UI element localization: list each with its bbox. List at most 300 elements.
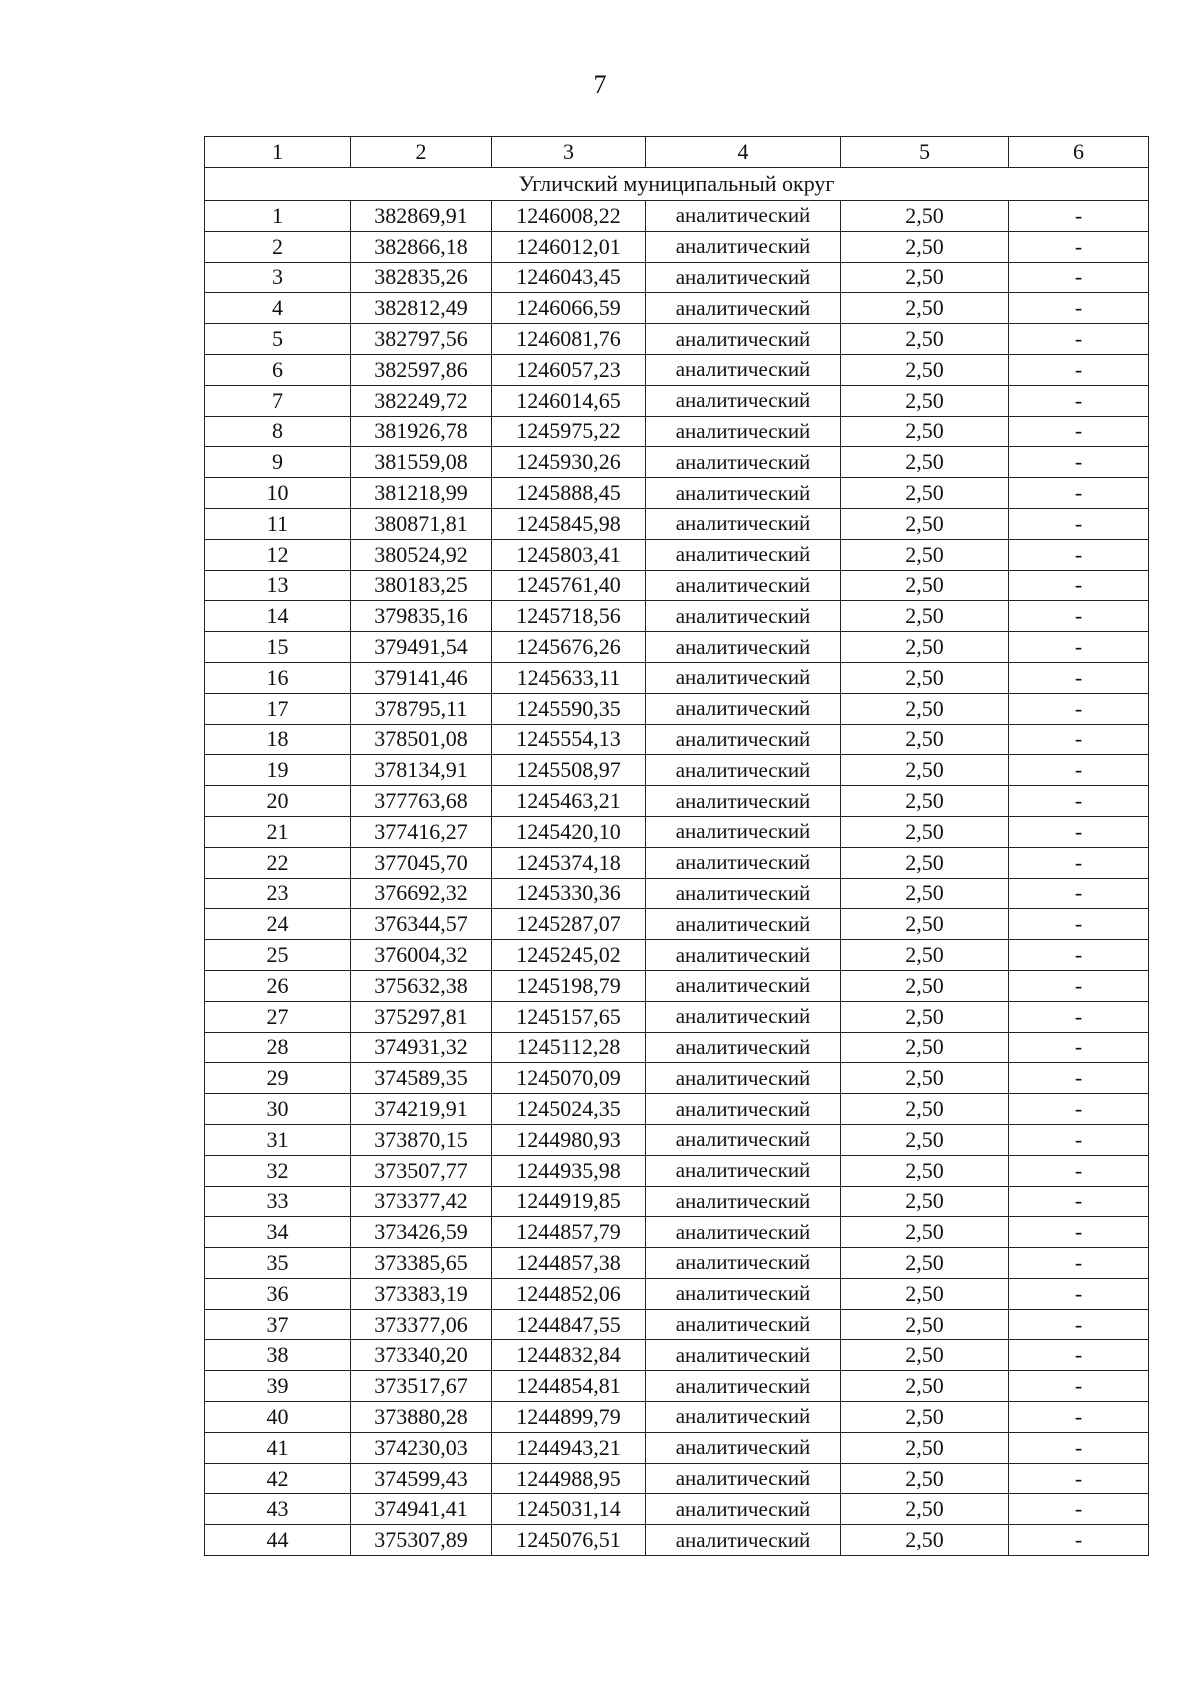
- cell-method: аналитический: [646, 231, 841, 262]
- cell-method: аналитический: [646, 1463, 841, 1494]
- cell-point-number: 37: [205, 1309, 351, 1340]
- cell-coord-x: 373426,59: [351, 1217, 492, 1248]
- cell-coord-y: 1244857,79: [492, 1217, 646, 1248]
- cell-point-number: 2: [205, 231, 351, 262]
- cell-coord-x: 373383,19: [351, 1278, 492, 1309]
- cell-coord-x: 374931,32: [351, 1032, 492, 1063]
- table-row: [205, 724, 1149, 755]
- cell-coord-y: 1245888,45: [492, 478, 646, 509]
- cell-accuracy: 2,50: [841, 385, 1009, 416]
- cell-accuracy: 2,50: [841, 1155, 1009, 1186]
- cell-coord-y: 1244857,38: [492, 1248, 646, 1279]
- cell-note: -: [1009, 1217, 1149, 1248]
- cell-coord-y: 1245803,41: [492, 539, 646, 570]
- cell-accuracy: 2,50: [841, 662, 1009, 693]
- cell-accuracy: 2,50: [841, 1186, 1009, 1217]
- cell-method: аналитический: [646, 786, 841, 817]
- cell-accuracy: 2,50: [841, 1278, 1009, 1309]
- table-row: [205, 1402, 1149, 1433]
- table-row: [205, 662, 1149, 693]
- cell-method: аналитический: [646, 1186, 841, 1217]
- cell-point-number: 33: [205, 1186, 351, 1217]
- cell-coord-x: 379141,46: [351, 662, 492, 693]
- cell-coord-x: 376344,57: [351, 909, 492, 940]
- cell-point-number: 4: [205, 293, 351, 324]
- cell-note: -: [1009, 909, 1149, 940]
- cell-method: аналитический: [646, 970, 841, 1001]
- table-row: [205, 1155, 1149, 1186]
- cell-point-number: 6: [205, 354, 351, 385]
- cell-method: аналитический: [646, 601, 841, 632]
- table-row: [205, 1248, 1149, 1279]
- cell-accuracy: 2,50: [841, 354, 1009, 385]
- cell-point-number: 43: [205, 1494, 351, 1525]
- cell-method: аналитический: [646, 1525, 841, 1556]
- table-row: [205, 1032, 1149, 1063]
- cell-point-number: 32: [205, 1155, 351, 1186]
- cell-note: -: [1009, 1309, 1149, 1340]
- cell-point-number: 21: [205, 816, 351, 847]
- cell-coord-x: 382597,86: [351, 354, 492, 385]
- cell-note: -: [1009, 816, 1149, 847]
- cell-coord-y: 1245112,28: [492, 1032, 646, 1063]
- cell-coord-x: 379491,54: [351, 632, 492, 663]
- cell-note: -: [1009, 231, 1149, 262]
- cell-point-number: 30: [205, 1094, 351, 1125]
- cell-point-number: 40: [205, 1402, 351, 1433]
- cell-accuracy: 2,50: [841, 1309, 1009, 1340]
- cell-note: -: [1009, 786, 1149, 817]
- cell-coord-x: 382835,26: [351, 262, 492, 293]
- column-header: 4: [646, 137, 841, 168]
- table-row: [205, 201, 1149, 232]
- cell-coord-x: 373340,20: [351, 1340, 492, 1371]
- cell-point-number: 9: [205, 447, 351, 478]
- cell-coord-y: 1244899,79: [492, 1402, 646, 1433]
- cell-accuracy: 2,50: [841, 1001, 1009, 1032]
- table-row: [205, 1063, 1149, 1094]
- cell-method: аналитический: [646, 293, 841, 324]
- cell-accuracy: 2,50: [841, 231, 1009, 262]
- cell-coord-y: 1245975,22: [492, 416, 646, 447]
- cell-point-number: 14: [205, 601, 351, 632]
- cell-note: -: [1009, 1155, 1149, 1186]
- column-number-row: [205, 137, 1149, 168]
- cell-method: аналитический: [646, 1032, 841, 1063]
- cell-accuracy: 2,50: [841, 816, 1009, 847]
- cell-method: аналитический: [646, 262, 841, 293]
- cell-note: -: [1009, 1494, 1149, 1525]
- cell-method: аналитический: [646, 385, 841, 416]
- cell-coord-y: 1245374,18: [492, 847, 646, 878]
- cell-coord-x: 373880,28: [351, 1402, 492, 1433]
- cell-coord-x: 378501,08: [351, 724, 492, 755]
- cell-method: аналитический: [646, 662, 841, 693]
- cell-accuracy: 2,50: [841, 570, 1009, 601]
- cell-coord-y: 1245508,97: [492, 755, 646, 786]
- cell-method: аналитический: [646, 478, 841, 509]
- cell-note: -: [1009, 601, 1149, 632]
- table-row: [205, 786, 1149, 817]
- cell-accuracy: 2,50: [841, 539, 1009, 570]
- cell-coord-y: 1245070,09: [492, 1063, 646, 1094]
- cell-accuracy: 2,50: [841, 1340, 1009, 1371]
- page-number: 7: [593, 70, 607, 99]
- coordinates-table: [204, 136, 1149, 1556]
- table-row: [205, 1494, 1149, 1525]
- cell-accuracy: 2,50: [841, 478, 1009, 509]
- cell-point-number: 26: [205, 970, 351, 1001]
- cell-point-number: 3: [205, 262, 351, 293]
- table-row: [205, 1001, 1149, 1032]
- cell-accuracy: 2,50: [841, 201, 1009, 232]
- cell-coord-y: 1244943,21: [492, 1432, 646, 1463]
- column-header: 5: [841, 137, 1009, 168]
- cell-coord-y: 1245157,65: [492, 1001, 646, 1032]
- cell-accuracy: 2,50: [841, 693, 1009, 724]
- table-row: [205, 231, 1149, 262]
- cell-accuracy: 2,50: [841, 1124, 1009, 1155]
- cell-accuracy: 2,50: [841, 847, 1009, 878]
- table-row: [205, 1186, 1149, 1217]
- cell-coord-x: 373377,06: [351, 1309, 492, 1340]
- table-row: [205, 940, 1149, 971]
- cell-coord-x: 382866,18: [351, 231, 492, 262]
- table-row: [205, 1124, 1149, 1155]
- cell-coord-y: 1244980,93: [492, 1124, 646, 1155]
- cell-coord-y: 1245554,13: [492, 724, 646, 755]
- cell-note: -: [1009, 539, 1149, 570]
- table-row: [205, 262, 1149, 293]
- cell-method: аналитический: [646, 447, 841, 478]
- cell-point-number: 36: [205, 1278, 351, 1309]
- cell-note: -: [1009, 1124, 1149, 1155]
- cell-coord-x: 382249,72: [351, 385, 492, 416]
- table-row: [205, 570, 1149, 601]
- cell-point-number: 23: [205, 878, 351, 909]
- cell-coord-y: 1245024,35: [492, 1094, 646, 1125]
- cell-point-number: 25: [205, 940, 351, 971]
- cell-point-number: 13: [205, 570, 351, 601]
- cell-method: аналитический: [646, 1217, 841, 1248]
- cell-coord-x: 374599,43: [351, 1463, 492, 1494]
- cell-point-number: 34: [205, 1217, 351, 1248]
- cell-coord-x: 382869,91: [351, 201, 492, 232]
- cell-accuracy: 2,50: [841, 293, 1009, 324]
- cell-accuracy: 2,50: [841, 1525, 1009, 1556]
- cell-method: аналитический: [646, 632, 841, 663]
- section-title: Угличский муниципальный округ: [205, 168, 1149, 201]
- cell-accuracy: 2,50: [841, 1402, 1009, 1433]
- cell-coord-x: 375307,89: [351, 1525, 492, 1556]
- cell-point-number: 16: [205, 662, 351, 693]
- cell-accuracy: 2,50: [841, 1432, 1009, 1463]
- table-row: [205, 632, 1149, 663]
- cell-coord-y: 1245198,79: [492, 970, 646, 1001]
- cell-method: аналитический: [646, 878, 841, 909]
- cell-accuracy: 2,50: [841, 1217, 1009, 1248]
- cell-coord-y: 1245845,98: [492, 508, 646, 539]
- table-row: [205, 970, 1149, 1001]
- cell-note: -: [1009, 1371, 1149, 1402]
- cell-point-number: 20: [205, 786, 351, 817]
- cell-coord-x: 382812,49: [351, 293, 492, 324]
- table-row: [205, 1278, 1149, 1309]
- table-row: [205, 1371, 1149, 1402]
- cell-coord-x: 381559,08: [351, 447, 492, 478]
- cell-note: -: [1009, 724, 1149, 755]
- cell-point-number: 27: [205, 1001, 351, 1032]
- cell-coord-y: 1246014,65: [492, 385, 646, 416]
- cell-point-number: 29: [205, 1063, 351, 1094]
- cell-coord-x: 378134,91: [351, 755, 492, 786]
- table-row: [205, 909, 1149, 940]
- cell-note: -: [1009, 847, 1149, 878]
- cell-method: аналитический: [646, 1402, 841, 1433]
- cell-accuracy: 2,50: [841, 878, 1009, 909]
- column-header: 6: [1009, 137, 1149, 168]
- cell-point-number: 10: [205, 478, 351, 509]
- cell-coord-x: 375297,81: [351, 1001, 492, 1032]
- cell-coord-y: 1245245,02: [492, 940, 646, 971]
- cell-accuracy: 2,50: [841, 508, 1009, 539]
- column-header: 3: [492, 137, 646, 168]
- cell-point-number: 44: [205, 1525, 351, 1556]
- cell-point-number: 15: [205, 632, 351, 663]
- cell-method: аналитический: [646, 940, 841, 971]
- cell-note: -: [1009, 262, 1149, 293]
- cell-note: -: [1009, 570, 1149, 601]
- cell-accuracy: 2,50: [841, 724, 1009, 755]
- cell-note: -: [1009, 755, 1149, 786]
- cell-coord-x: 373377,42: [351, 1186, 492, 1217]
- cell-point-number: 12: [205, 539, 351, 570]
- cell-note: -: [1009, 1463, 1149, 1494]
- cell-point-number: 28: [205, 1032, 351, 1063]
- cell-coord-y: 1245330,36: [492, 878, 646, 909]
- cell-coord-y: 1246066,59: [492, 293, 646, 324]
- cell-method: аналитический: [646, 1278, 841, 1309]
- cell-coord-x: 380524,92: [351, 539, 492, 570]
- section-row: [205, 168, 1149, 201]
- cell-note: -: [1009, 1001, 1149, 1032]
- cell-coord-y: 1245420,10: [492, 816, 646, 847]
- cell-coord-x: 373517,67: [351, 1371, 492, 1402]
- table-row: [205, 601, 1149, 632]
- table-row: [205, 816, 1149, 847]
- cell-accuracy: 2,50: [841, 416, 1009, 447]
- cell-note: -: [1009, 1063, 1149, 1094]
- table-row: [205, 478, 1149, 509]
- table-row: [205, 293, 1149, 324]
- table-body: [205, 168, 1149, 1556]
- cell-accuracy: 2,50: [841, 755, 1009, 786]
- cell-accuracy: 2,50: [841, 970, 1009, 1001]
- cell-accuracy: 2,50: [841, 1371, 1009, 1402]
- cell-coord-x: 379835,16: [351, 601, 492, 632]
- table-row: [205, 385, 1149, 416]
- cell-point-number: 17: [205, 693, 351, 724]
- cell-point-number: 7: [205, 385, 351, 416]
- cell-method: аналитический: [646, 693, 841, 724]
- cell-note: -: [1009, 1402, 1149, 1433]
- cell-note: -: [1009, 632, 1149, 663]
- cell-note: -: [1009, 354, 1149, 385]
- cell-coord-x: 376004,32: [351, 940, 492, 971]
- table-row: [205, 354, 1149, 385]
- cell-accuracy: 2,50: [841, 601, 1009, 632]
- cell-note: -: [1009, 940, 1149, 971]
- cell-coord-x: 377763,68: [351, 786, 492, 817]
- cell-coord-y: 1246043,45: [492, 262, 646, 293]
- cell-note: -: [1009, 1186, 1149, 1217]
- cell-method: аналитический: [646, 755, 841, 786]
- table-row: [205, 1432, 1149, 1463]
- cell-coord-x: 381218,99: [351, 478, 492, 509]
- cell-note: -: [1009, 693, 1149, 724]
- table-row: [205, 1340, 1149, 1371]
- cell-coord-x: 375632,38: [351, 970, 492, 1001]
- table-row: [205, 447, 1149, 478]
- table-row: [205, 324, 1149, 355]
- cell-coord-y: 1244935,98: [492, 1155, 646, 1186]
- cell-method: аналитический: [646, 1155, 841, 1186]
- cell-coord-y: 1245076,51: [492, 1525, 646, 1556]
- cell-method: аналитический: [646, 847, 841, 878]
- cell-coord-y: 1244919,85: [492, 1186, 646, 1217]
- cell-note: -: [1009, 201, 1149, 232]
- cell-note: -: [1009, 478, 1149, 509]
- cell-method: аналитический: [646, 1340, 841, 1371]
- cell-method: аналитический: [646, 1001, 841, 1032]
- cell-method: аналитический: [646, 354, 841, 385]
- cell-note: -: [1009, 1248, 1149, 1279]
- cell-note: -: [1009, 878, 1149, 909]
- cell-coord-y: 1244988,95: [492, 1463, 646, 1494]
- cell-method: аналитический: [646, 1094, 841, 1125]
- cell-point-number: 11: [205, 508, 351, 539]
- cell-method: аналитический: [646, 724, 841, 755]
- cell-method: аналитический: [646, 324, 841, 355]
- table-row: [205, 1094, 1149, 1125]
- cell-point-number: 5: [205, 324, 351, 355]
- cell-coord-x: 377045,70: [351, 847, 492, 878]
- cell-coord-y: 1244854,81: [492, 1371, 646, 1402]
- cell-point-number: 24: [205, 909, 351, 940]
- cell-accuracy: 2,50: [841, 262, 1009, 293]
- cell-coord-x: 376692,32: [351, 878, 492, 909]
- cell-point-number: 19: [205, 755, 351, 786]
- table-row: [205, 1217, 1149, 1248]
- cell-coord-y: 1245930,26: [492, 447, 646, 478]
- cell-coord-x: 374941,41: [351, 1494, 492, 1525]
- table-row: [205, 878, 1149, 909]
- cell-coord-y: 1245676,26: [492, 632, 646, 663]
- cell-point-number: 39: [205, 1371, 351, 1402]
- cell-method: аналитический: [646, 816, 841, 847]
- cell-accuracy: 2,50: [841, 786, 1009, 817]
- cell-note: -: [1009, 508, 1149, 539]
- cell-method: аналитический: [646, 1432, 841, 1463]
- table-row: [205, 847, 1149, 878]
- table-row: [205, 1525, 1149, 1556]
- cell-accuracy: 2,50: [841, 632, 1009, 663]
- cell-accuracy: 2,50: [841, 909, 1009, 940]
- cell-coord-x: 380183,25: [351, 570, 492, 601]
- cell-note: -: [1009, 324, 1149, 355]
- cell-coord-y: 1245633,11: [492, 662, 646, 693]
- cell-note: -: [1009, 416, 1149, 447]
- cell-coord-y: 1244832,84: [492, 1340, 646, 1371]
- cell-method: аналитический: [646, 1063, 841, 1094]
- cell-note: -: [1009, 447, 1149, 478]
- cell-accuracy: 2,50: [841, 324, 1009, 355]
- cell-coord-y: 1245287,07: [492, 909, 646, 940]
- cell-coord-x: 373385,65: [351, 1248, 492, 1279]
- cell-method: аналитический: [646, 1248, 841, 1279]
- cell-coord-x: 374589,35: [351, 1063, 492, 1094]
- cell-accuracy: 2,50: [841, 1494, 1009, 1525]
- cell-coord-y: 1245718,56: [492, 601, 646, 632]
- table-row: [205, 416, 1149, 447]
- cell-accuracy: 2,50: [841, 940, 1009, 971]
- cell-note: -: [1009, 1278, 1149, 1309]
- cell-coord-y: 1244847,55: [492, 1309, 646, 1340]
- cell-method: аналитический: [646, 201, 841, 232]
- table-row: [205, 539, 1149, 570]
- cell-point-number: 8: [205, 416, 351, 447]
- cell-method: аналитический: [646, 1124, 841, 1155]
- cell-note: -: [1009, 385, 1149, 416]
- cell-accuracy: 2,50: [841, 1248, 1009, 1279]
- cell-method: аналитический: [646, 539, 841, 570]
- cell-point-number: 38: [205, 1340, 351, 1371]
- cell-coord-y: 1245590,35: [492, 693, 646, 724]
- cell-coord-y: 1246081,76: [492, 324, 646, 355]
- cell-method: аналитический: [646, 508, 841, 539]
- cell-coord-x: 374230,03: [351, 1432, 492, 1463]
- cell-coord-x: 382797,56: [351, 324, 492, 355]
- cell-method: аналитический: [646, 1371, 841, 1402]
- cell-accuracy: 2,50: [841, 1463, 1009, 1494]
- cell-coord-x: 373870,15: [351, 1124, 492, 1155]
- cell-accuracy: 2,50: [841, 1032, 1009, 1063]
- cell-coord-y: 1245031,14: [492, 1494, 646, 1525]
- cell-method: аналитический: [646, 909, 841, 940]
- cell-point-number: 31: [205, 1124, 351, 1155]
- cell-coord-x: 373507,77: [351, 1155, 492, 1186]
- cell-coord-y: 1246008,22: [492, 201, 646, 232]
- cell-point-number: 1: [205, 201, 351, 232]
- cell-method: аналитический: [646, 1494, 841, 1525]
- table-row: [205, 1463, 1149, 1494]
- cell-point-number: 35: [205, 1248, 351, 1279]
- cell-method: аналитический: [646, 416, 841, 447]
- cell-coord-y: 1246012,01: [492, 231, 646, 262]
- cell-note: -: [1009, 1432, 1149, 1463]
- cell-coord-x: 377416,27: [351, 816, 492, 847]
- table-row: [205, 693, 1149, 724]
- cell-method: аналитический: [646, 570, 841, 601]
- table-row: [205, 755, 1149, 786]
- column-header: 1: [205, 137, 351, 168]
- cell-note: -: [1009, 293, 1149, 324]
- cell-accuracy: 2,50: [841, 1094, 1009, 1125]
- cell-coord-y: 1244852,06: [492, 1278, 646, 1309]
- cell-coord-x: 374219,91: [351, 1094, 492, 1125]
- cell-point-number: 22: [205, 847, 351, 878]
- cell-coord-y: 1245761,40: [492, 570, 646, 601]
